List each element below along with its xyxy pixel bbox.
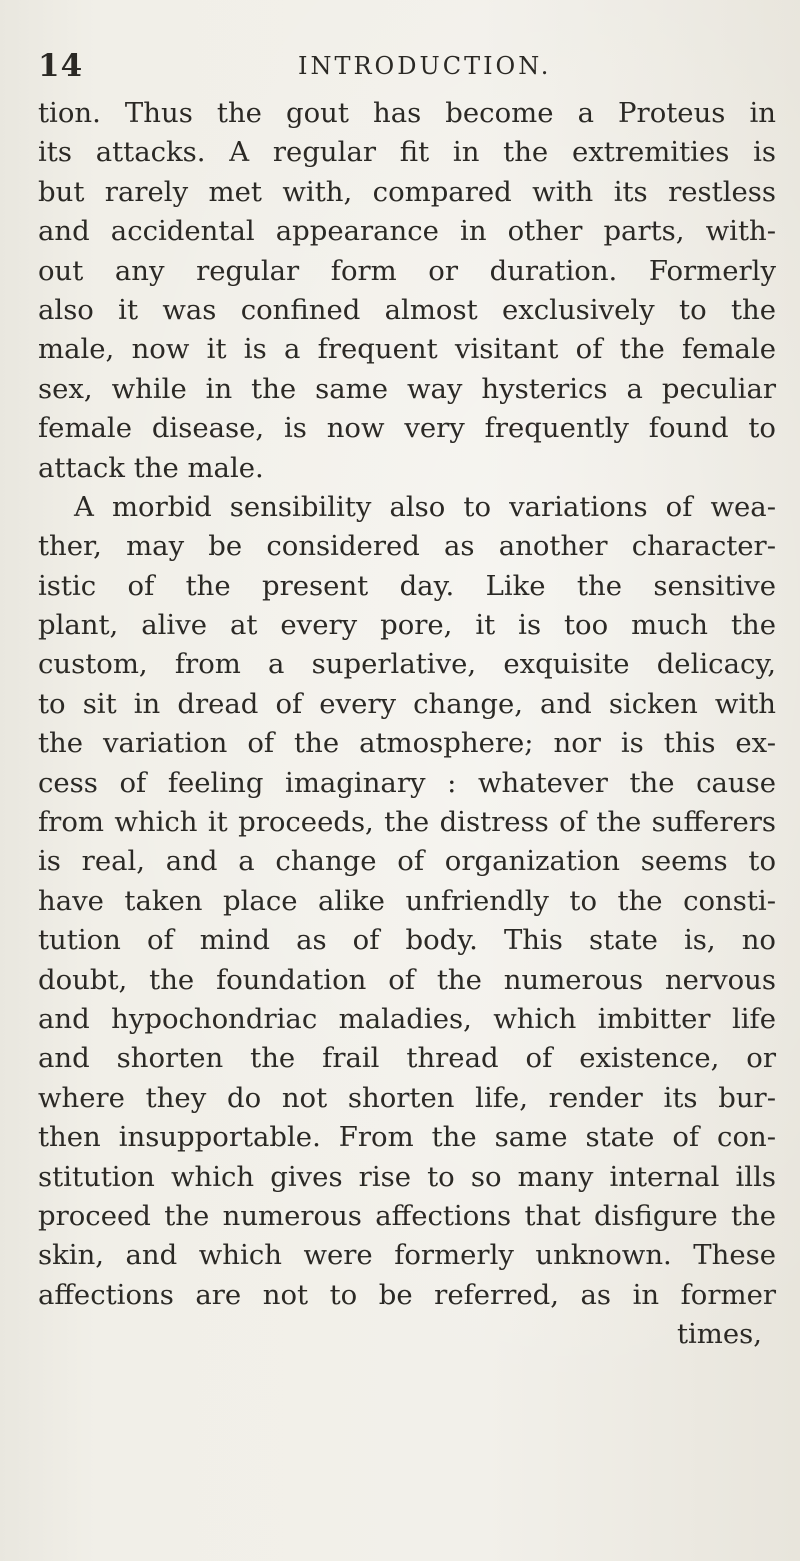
text-line: but rarely met with, compared with its restless xyxy=(38,175,776,208)
text-line: attack the male. xyxy=(38,451,264,484)
text-line: proceed the numerous affections that disfigure the xyxy=(38,1199,776,1232)
text-line: and accidental appearance in other parts, with- xyxy=(38,215,776,248)
text-line: out any regular form or duration. Formerly xyxy=(38,254,776,287)
text-line: have taken place alike unfriendly to the consti- xyxy=(38,884,776,917)
text-line: the variation of the atmosphere; nor is this ex- xyxy=(38,727,776,760)
text-line: female disease, is now very frequently found to xyxy=(38,412,776,445)
text-line: sex, while in the same way hysterics a peculiar xyxy=(38,372,776,405)
text-line: where they do not shorten life, render its bur- xyxy=(38,1081,776,1114)
text-line: stitution which gives rise to so many internal ills xyxy=(38,1160,776,1193)
body-text xyxy=(38,94,776,1355)
catchword: times, xyxy=(676,1318,762,1351)
text-line: affections are not to be referred, as in former xyxy=(38,1278,776,1311)
text-line: cess of feeling imaginary : whatever the cause xyxy=(38,766,776,799)
text-line: A morbid sensibility also to variations of wea- xyxy=(74,490,776,523)
text-line: and hypochondriac maladies, which imbitter life xyxy=(38,1002,776,1035)
text-line: its attacks. A regular fit in the extremities is xyxy=(38,136,776,169)
text-line: doubt, the foundation of the numerous nervous xyxy=(38,963,776,996)
text-line: tution of mind as of body. This state is, no xyxy=(38,924,776,957)
text-line: skin, and which were formerly unknown. These xyxy=(38,1239,776,1272)
text-line: plant, alive at every pore, it is too much the xyxy=(38,609,776,642)
text-line: to sit in dread of every change, and sicken with xyxy=(38,687,776,720)
text-line: tion. Thus the gout has become a Proteus in xyxy=(38,97,776,129)
text-line: male, now it is a frequent visitant of the female xyxy=(38,333,776,366)
running-head: INTRODUCTION. xyxy=(298,52,552,80)
text-line: from which it proceeds, the distress of the sufferers xyxy=(38,806,776,839)
text-line: custom, from a superlative, exquisite delicacy, xyxy=(38,648,776,681)
page-number: 14 xyxy=(38,48,84,84)
text-line: ther, may be considered as another character- xyxy=(38,530,776,563)
page-header xyxy=(38,48,778,88)
text-line: is real, and a change of organization seems to xyxy=(38,845,776,878)
text-line: also it was confined almost exclusively to the xyxy=(38,293,776,326)
text-line: and shorten the frail thread of existence, or xyxy=(38,1042,776,1075)
text-line: then insupportable. From the same state of con- xyxy=(38,1121,776,1154)
text-line: istic of the present day. Like the sensitive xyxy=(38,569,776,602)
